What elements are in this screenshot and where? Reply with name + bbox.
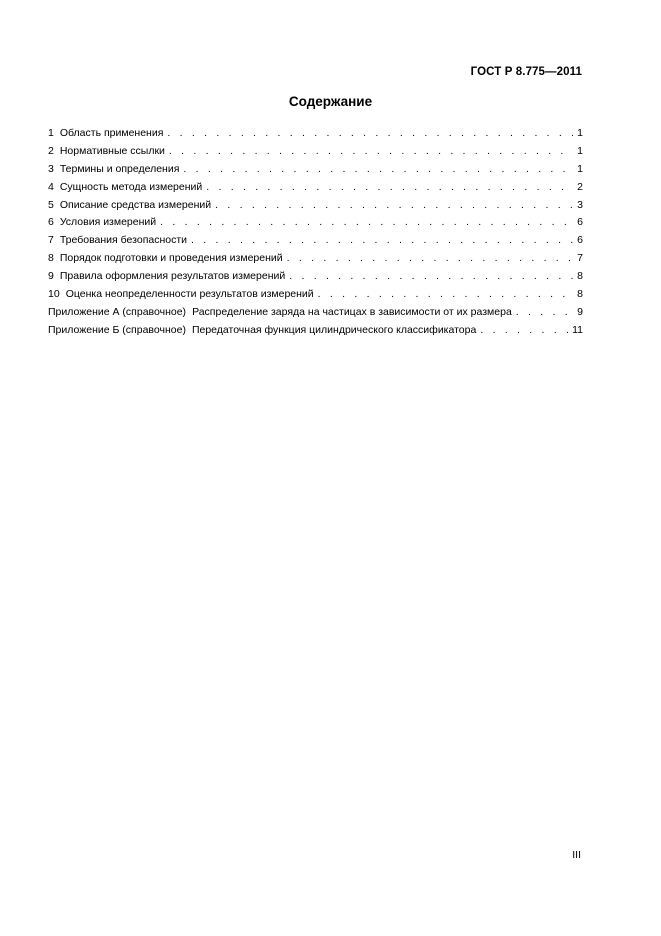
document-code: ГОСТ Р 8.775—2011 bbox=[470, 66, 582, 78]
toc-dot-leader bbox=[318, 286, 573, 304]
toc-item-page: 1 bbox=[577, 127, 583, 139]
toc-item-title: Передаточная функция цилиндрического классификатора bbox=[191, 323, 477, 336]
toc-item-number: Приложение Б (справочное) bbox=[48, 323, 186, 336]
toc-item[interactable] bbox=[48, 286, 583, 304]
toc-item[interactable] bbox=[48, 161, 583, 179]
toc-item[interactable] bbox=[48, 179, 583, 197]
toc-item-title: Требования безопасности bbox=[59, 234, 188, 247]
toc-item-number: 4 bbox=[48, 180, 54, 193]
toc-item[interactable] bbox=[48, 214, 583, 232]
toc-item-page: 8 bbox=[577, 270, 583, 283]
toc-item-title: Нормативные ссылки bbox=[59, 144, 165, 157]
toc-item-page: 11 bbox=[572, 323, 583, 336]
toc-dot-leader bbox=[215, 197, 573, 215]
toc-item-number: 10 bbox=[48, 288, 60, 301]
toc-item-title: Порядок подготовки и проведения измерений bbox=[59, 252, 283, 265]
toc-item-number: 8 bbox=[48, 252, 54, 265]
toc-item-number: 7 bbox=[48, 234, 54, 247]
toc-item-number: 9 bbox=[48, 270, 54, 283]
toc-item-title: Оценка неопределенности результатов измерений bbox=[65, 288, 314, 301]
toc-item[interactable] bbox=[48, 322, 583, 340]
toc-item-page: 6 bbox=[577, 234, 583, 247]
toc-item-page: 1 bbox=[577, 144, 583, 157]
toc-item-page: 7 bbox=[577, 252, 583, 265]
toc-dot-leader bbox=[169, 143, 573, 161]
toc-item-title: Сущность метода измерений bbox=[59, 180, 203, 193]
toc-dot-leader bbox=[480, 322, 569, 340]
toc-item-number: 2 bbox=[48, 144, 54, 157]
toc-item-title: Описание средства измерений bbox=[59, 198, 212, 211]
toc-item-number: 6 bbox=[48, 216, 54, 229]
toc-dot-leader bbox=[183, 161, 573, 179]
toc-item-title: Условия измерений bbox=[59, 216, 157, 229]
toc-item-page: 8 bbox=[577, 288, 583, 301]
toc-item-title: Распределение заряда на частицах в зависимости от их размера bbox=[192, 305, 512, 318]
toc-item-page: 2 bbox=[577, 180, 583, 193]
toc-item-page: 9 bbox=[577, 305, 583, 318]
toc-item-title: Область применения bbox=[59, 127, 164, 139]
toc-item[interactable] bbox=[48, 250, 583, 268]
toc-item-number: 3 bbox=[48, 162, 54, 175]
toc-item[interactable] bbox=[48, 143, 583, 161]
toc-item-title: Правила оформления результатов измерений bbox=[59, 270, 286, 283]
toc-item-page: 1 bbox=[577, 162, 583, 175]
toc-dot-leader bbox=[167, 125, 573, 143]
toc-item-page: 6 bbox=[577, 216, 583, 229]
page-number: III bbox=[572, 849, 581, 861]
toc-item-number: Приложение А (справочное) bbox=[48, 305, 187, 318]
toc-dot-leader bbox=[160, 214, 573, 232]
toc-item-page: 3 bbox=[577, 198, 583, 211]
toc-item-number: 5 bbox=[48, 198, 54, 211]
toc-item[interactable] bbox=[48, 304, 583, 322]
toc-dot-leader bbox=[287, 250, 573, 268]
toc-dot-leader bbox=[289, 268, 573, 286]
toc-dot-leader bbox=[191, 232, 573, 250]
toc-dot-leader bbox=[516, 304, 573, 322]
toc-item[interactable] bbox=[48, 268, 583, 286]
table-of-contents bbox=[48, 125, 583, 340]
toc-item[interactable] bbox=[48, 197, 583, 215]
toc-item-title: Термины и определения bbox=[59, 162, 180, 175]
toc-item[interactable] bbox=[48, 125, 583, 143]
toc-title: Содержание bbox=[288, 94, 373, 109]
toc-item[interactable] bbox=[48, 232, 583, 250]
toc-dot-leader bbox=[206, 179, 573, 197]
toc-item-number: 1 bbox=[48, 127, 54, 139]
